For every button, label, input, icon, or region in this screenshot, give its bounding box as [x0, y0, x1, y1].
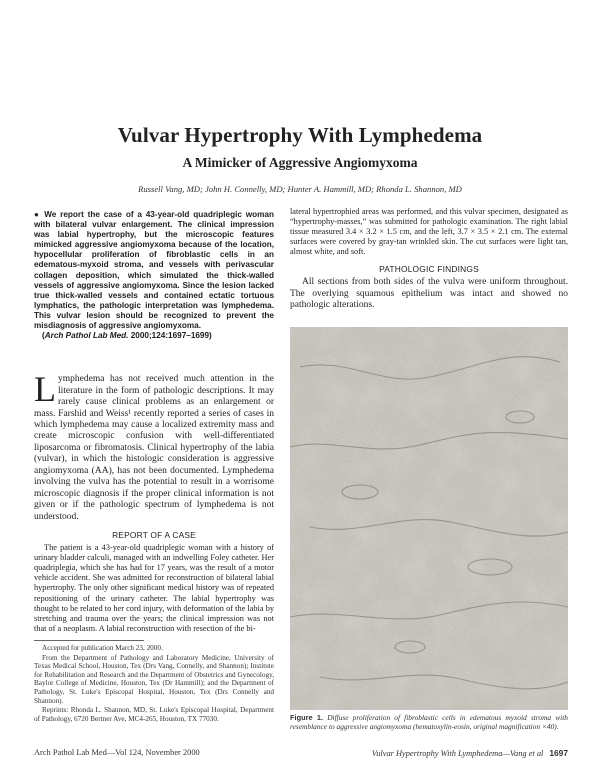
micrograph-image [290, 327, 568, 710]
case-continuation-text: lateral hypertrophied areas was performed, and this vulvar specimen, designated as “hypertrophy-masses,” was submitted for pathologic examination. The right labial tissue measured 3.4 × 3.2 × 1.5 cm, and the left, 3.7 × 3.5 × 2.1 cm. The external surfaces were covered by gray-tan wrinkled skin. The cut surfaces were light tan, almost white, and soft. [290, 207, 568, 257]
article-title: Vulvar Hypertrophy With Lymphedema [117, 123, 483, 147]
footnote-affiliations: From the Department of Pathology and Laboratory Medicine, University of Texas Medical School, Houston, Tex (Drs Vang, Connelly, and Shannon); Institute for Rehabilitation and Research and the Department of Obstetrics and Gynecology, Baylor College of Medicine, Houston, Tex (Dr Hammill); and the Department of Pathology, St. Luke's Episcopal Hospital, Houston, Tex (Drs Connelly and Shannon). [34, 653, 274, 705]
intro-paragraph [34, 369, 274, 523]
footnote-rule [34, 640, 144, 641]
article-subtitle: A Mimicker of Aggressive Angiomyxoma [182, 155, 418, 170]
citation-journal: Arch Pathol Lab Med. [44, 331, 129, 341]
section-heading-findings: PATHOLOGIC FINDINGS [379, 264, 479, 275]
footnote-reprints: Reprints: Rhonda L. Shannon, MD, St. Luke's Episcopal Hospital, Department of Pathology, 6720 Bertner Ave, MC4-265, Houston, TX 77030. [34, 706, 274, 723]
drop-cap: L [34, 369, 56, 410]
intro-text: ymphedema has not received much attention in the literature in the form of pathologic descriptions. It may rarely cause clinical problems as an enlargement or mass. Farshid and Weiss¹ recently reported a series of cases in which lymphedema may cause a localized extremity mass and create microscopic confusion with well-differentiated liposarcoma or fibromatosis. Clinical hypertrophy of the labia (vulvar), in which the histologic consideration is aggressive angiomyxoma (AA), has not been documented. Lymphedema involving the vulva has the potential to result in a worrisome microscopic diagnosis if the proper clinical information is not given or if the pathologic spectrum of lymphedema is not understood. [34, 374, 274, 522]
findings-text: All sections from both sides of the vulva were uniform throughout. The overlying squamous epithelium was intact and showed no pathologic alterations. [290, 277, 568, 311]
citation-ref: 2000;124:1697–1699) [130, 331, 212, 341]
running-footer-article: Vulvar Hypertrophy With Lymphedema—Vang et al [371, 749, 544, 758]
figure-micrograph [290, 327, 568, 710]
abstract-citation [42, 331, 274, 341]
left-column [34, 210, 274, 724]
running-footer-title [372, 748, 568, 758]
right-column [290, 207, 568, 312]
author-list: Russell Vang, MD; John H. Connelly, MD; Hunter A. Hammill, MD; Rhonda L. Shannon, MD [138, 184, 462, 194]
page-number: 1697 [549, 748, 568, 758]
citation-open: ( [42, 331, 45, 341]
figure-caption-text: Diffuse proliferation of fibroblastic cells in edematous myxoid stroma with resemblance to aggressive angiomyxoma (hematoxylin-eosin, original magnification ×40). [290, 713, 568, 731]
abstract [34, 210, 274, 331]
figure-caption [290, 714, 568, 732]
section-heading-case: REPORT OF A CASE [112, 530, 196, 541]
abstract-text: We report the case of a 43-year-old quadriplegic woman with bilateral vulvar enlargement. The clinical impression was labial hypertrophy, but the microscopic features mimicked aggressive angiomyxoma because of the location, hypocellular proliferation of fibroblastic cells in an edematous-myxoid stroma, and vessels with perivascular collagen deposition, which simulated the thick-walled vessels of aggressive angiomyxoma. Since the lesion lacked true thick-walled vessels and contained ectatic tortuous lymphatics, the pathologic interpretation was lymphedema. This vulvar lesion should be recognized to prevent the misdiagnosis of aggressive angiomyxoma. [34, 210, 274, 331]
footnote-accepted: Accepted for publication March 23, 2000. [42, 643, 163, 652]
abstract-bullet: ● [34, 210, 41, 219]
figure-label: Figure 1. [290, 713, 324, 722]
running-footer-journal: Arch Pathol Lab Med—Vol 124, November 2000 [34, 748, 200, 757]
case-report-text: The patient is a 43-year-old quadriplegic woman with a history of urinary bladder calculi, managed with an indwelling Foley catheter. Her quadriplegia, which she has had for 17 years, was the result of a motor vehicle accident. She was admitted for reconstruction of bilateral labial hypertrophy. The only other significant medical history was of repeated repositioning of the urinary catheter. The labial hypertrophy was thought to be related to her cord injury, with deformation of the labia by stretching and trauma over the years; the clinical impression was not that of a neoplasm. A labial reconstruction with resection of the bi- [34, 543, 274, 633]
